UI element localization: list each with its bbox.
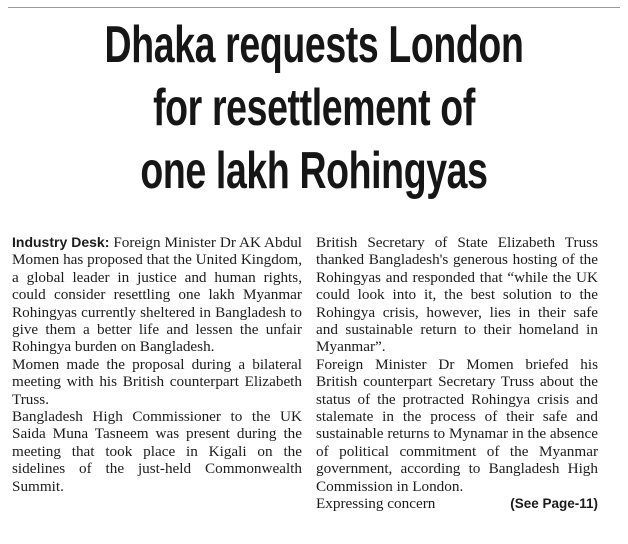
paragraph-text: Expressing concern <box>316 495 436 513</box>
article-column-right <box>316 234 598 513</box>
dateline: Industry Desk: <box>12 234 110 250</box>
paragraph-text: Foreign Minister Dr AK Abdul Momen has proposed that the United Kingdom, a global leader in justice and human rights, could consider resettling one lakh Myanmar Rohingyas currently sheltered in Bangladesh to give them a better life and lessen the unfair Rohingya burden on Bangladesh. <box>12 234 303 356</box>
article-paragraph-last <box>316 495 598 512</box>
article-headline <box>88 14 540 203</box>
headline-line-2: for resettlement of <box>153 79 475 137</box>
article-paragraph: Momen made the proposal during a bilateral meeting with his British counterpart Elizabeth Truss. <box>12 355 302 408</box>
article-paragraph: Bangladesh High Commissioner to the UK Saida Muna Tasneem was present during the meeting that took place in Kigali on the sidelines of the just-held Commonwealth Summit. <box>12 408 302 495</box>
article-paragraph: British Secretary of State Elizabeth Truss thanked Bangladesh's generous hosting of the Rohingyas and responded that “while the UK could look into it, the best solution to the Rohingya crisis, however, lies in their safe and sustainable return to their homeland in Myanmar”. <box>316 234 598 356</box>
continuation-jump: (See Page-11) <box>510 496 598 512</box>
top-rule <box>8 7 620 8</box>
article-paragraph <box>12 234 302 356</box>
article-column-left <box>12 234 302 495</box>
headline-line-1: Dhaka requests London <box>104 16 524 74</box>
article-paragraph: Foreign Minister Dr Momen briefed his British counterpart Secretary Truss about the status of the protracted Rohingya crisis and stalemate in the process of their safe and sustainable returns to Mynamar in the absence of political commitment of the Myanmar government, according to Bangladesh High Commission in London. <box>316 355 598 495</box>
headline-line-3: one lakh Rohingyas <box>140 142 488 200</box>
